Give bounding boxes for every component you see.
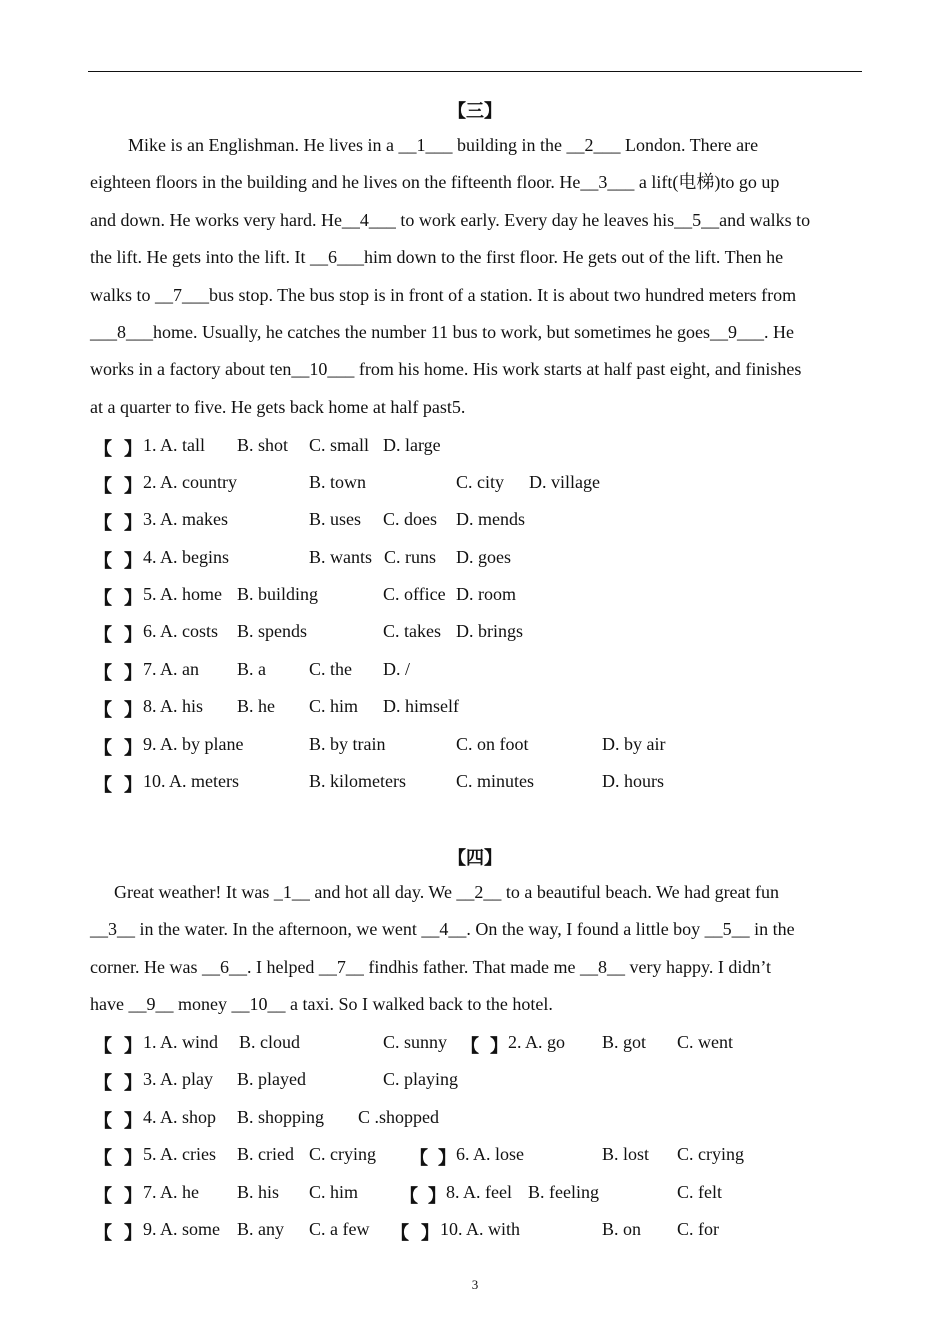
question-option-b: B. building xyxy=(237,584,319,604)
question-option-d: D. room xyxy=(456,584,516,604)
answer-bracket-open[interactable]: 【 xyxy=(94,625,112,645)
question-option-b: B. cried xyxy=(237,1144,294,1164)
question-option-a: 10. A. meters xyxy=(143,771,239,791)
answer-bracket-open[interactable]: 【 xyxy=(94,551,112,571)
question-option-c: C. office xyxy=(383,584,446,604)
answer-bracket-close: 】 xyxy=(490,1036,508,1056)
question-option-c: C. on foot xyxy=(456,734,529,754)
answer-bracket-open[interactable]: 【 xyxy=(410,1148,428,1168)
question-option-b: B. shopping xyxy=(237,1107,325,1127)
question-option-a: 2. A. country xyxy=(143,472,237,492)
answer-bracket-open[interactable]: 【 xyxy=(94,1148,112,1168)
question-option-a: 3. A. makes xyxy=(143,509,228,529)
passage-line: the lift. He gets into the lift. It __6___him down to the first floor. He gets out of the lift. Then he xyxy=(90,247,784,268)
question-option-d: D. brings xyxy=(456,621,523,641)
question-option-b: B. on xyxy=(602,1219,642,1239)
question-option-b: B. spends xyxy=(237,621,308,641)
passage-line: __3__ in the water. In the afternoon, we went __4__. On the way, I found a little boy __5__ in the xyxy=(90,919,795,940)
answer-bracket-open[interactable]: 【 xyxy=(94,513,112,533)
passage-line: Mike is an Englishman. He lives in a __1___ building in the __2___ London. There are xyxy=(128,135,759,155)
question-option-c: C. him xyxy=(309,696,359,716)
question-option-c: C. does xyxy=(383,509,437,529)
answer-bracket-close: 】 xyxy=(124,588,142,608)
question-option-c: C. felt xyxy=(677,1182,722,1202)
passage-line: Great weather! It was _1__ and hot all day. We __2__ to a beautiful beach. We had great fun xyxy=(114,882,780,902)
answer-bracket-open[interactable]: 【 xyxy=(94,1186,112,1206)
answer-bracket-open[interactable]: 【 xyxy=(400,1186,418,1206)
question-option-a: 4. A. shop xyxy=(143,1107,217,1127)
question-option-b: B. got xyxy=(602,1032,647,1052)
passage-line: ___8___home. Usually, he catches the number 11 bus to work, but sometimes he goes__9___. He xyxy=(90,322,795,343)
section-3-passage xyxy=(90,127,862,426)
answer-bracket-close: 】 xyxy=(428,1186,446,1206)
question-option-d: D. mends xyxy=(456,509,525,529)
question-option-a: 1. A. wind xyxy=(143,1032,219,1052)
answer-bracket-open[interactable]: 【 xyxy=(461,1036,479,1056)
answer-bracket-open[interactable]: 【 xyxy=(94,700,112,720)
question-option-b: B. feeling xyxy=(528,1182,599,1202)
answer-bracket-close: 】 xyxy=(124,1073,142,1093)
question-option-c: C. the xyxy=(309,659,352,679)
question-option-b: B. kilometers xyxy=(309,771,406,791)
answer-bracket-close: 】 xyxy=(124,1036,142,1056)
question-option-a: 4. A. begins xyxy=(143,547,230,567)
question-option-a: 1. A. tall xyxy=(143,435,205,455)
answer-bracket-close: 】 xyxy=(124,738,142,758)
question-option-c: C. runs xyxy=(384,547,437,567)
header-rule xyxy=(88,71,862,72)
question-option-a: 9. A. by plane xyxy=(143,734,244,754)
question-option-d: D. goes xyxy=(456,547,511,567)
passage-line: walks to __7___bus stop. The bus stop is in front of a station. It is about two hundred meters from xyxy=(90,284,797,305)
question-option-c: C .shopped xyxy=(358,1107,439,1127)
answer-bracket-close: 】 xyxy=(124,476,142,496)
answer-bracket-close: 】 xyxy=(124,439,142,459)
passage-line: have __9__ money __10__ a taxi. So I walked back to the hotel. xyxy=(90,994,553,1015)
answer-bracket-open[interactable]: 【 xyxy=(94,439,112,459)
question-option-a: 2. A. go xyxy=(508,1032,566,1052)
question-option-d: D. hours xyxy=(602,771,664,791)
passage-line: at a quarter to five. He gets back home at half past5. xyxy=(90,396,466,417)
question-option-a: 8. A. his xyxy=(143,696,204,716)
question-option-b: B. town xyxy=(309,472,367,492)
answer-bracket-close: 】 xyxy=(124,700,142,720)
question-option-c: C. for xyxy=(677,1219,719,1239)
question-option-a: 8. A. feel xyxy=(446,1182,512,1202)
answer-bracket-open[interactable]: 【 xyxy=(94,1223,112,1243)
passage-line: eighteen floors in the building and he lives on the fifteenth floor. He__3___ a lift(电梯)to go up xyxy=(90,172,780,193)
question-option-d: D. / xyxy=(383,659,410,679)
question-option-c: C. takes xyxy=(383,621,441,641)
answer-bracket-open[interactable]: 【 xyxy=(94,775,112,795)
section-3-title: 【三】 xyxy=(448,101,502,121)
question-option-d: D. large xyxy=(383,435,441,455)
question-option-b: B. a xyxy=(237,659,266,679)
question-option-b: B. uses xyxy=(309,509,362,529)
answer-bracket-open[interactable]: 【 xyxy=(391,1223,409,1243)
question-option-c: C. him xyxy=(309,1182,359,1202)
section-4-passage xyxy=(90,874,862,1024)
answer-bracket-close: 】 xyxy=(438,1148,456,1168)
question-option-c: C. small xyxy=(309,435,370,455)
question-option-b: B. shot xyxy=(237,435,289,455)
answer-bracket-open[interactable]: 【 xyxy=(94,588,112,608)
answer-bracket-close: 】 xyxy=(124,775,142,795)
answer-bracket-close: 】 xyxy=(124,625,142,645)
question-option-d: D. village xyxy=(529,472,600,492)
question-option-c: C. a few xyxy=(309,1219,370,1239)
page-number: 3 xyxy=(471,1277,479,1292)
answer-bracket-close: 】 xyxy=(124,551,142,571)
question-option-a: 6. A. costs xyxy=(143,621,219,641)
question-option-c: C. crying xyxy=(309,1144,376,1164)
question-option-a: 10. A. with xyxy=(440,1219,521,1239)
answer-bracket-close: 】 xyxy=(124,513,142,533)
question-option-a: 9. A. some xyxy=(143,1219,221,1239)
question-option-a: 3. A. play xyxy=(143,1069,213,1089)
question-option-b: B. played xyxy=(237,1069,306,1089)
answer-bracket-close: 】 xyxy=(124,1223,142,1243)
section-4-title: 【四】 xyxy=(448,848,502,868)
answer-bracket-open[interactable]: 【 xyxy=(94,738,112,758)
question-option-c: C. city xyxy=(456,472,504,492)
answer-bracket-open[interactable]: 【 xyxy=(94,476,112,496)
question-option-b: B. lost xyxy=(602,1144,650,1164)
question-option-a: 5. A. home xyxy=(143,584,222,604)
answer-bracket-open[interactable]: 【 xyxy=(94,1073,112,1093)
question-option-b: B. by train xyxy=(309,734,386,754)
answer-bracket-close: 】 xyxy=(124,1111,142,1131)
question-option-d: D. by air xyxy=(602,734,666,754)
question-option-a: 6. A. lose xyxy=(456,1144,525,1164)
question-option-c: C. crying xyxy=(677,1144,744,1164)
passage-line: works in a factory about ten__10___ from his home. His work starts at half past eight, and finishes xyxy=(90,359,802,380)
question-option-a: 7. A. he xyxy=(143,1182,199,1202)
passage-line: and down. He works very hard. He__4___ to work early. Every day he leaves his__5__and walks to xyxy=(90,209,811,230)
question-option-b: B. cloud xyxy=(239,1032,300,1052)
question-option-b: B. his xyxy=(237,1182,280,1202)
question-option-c: C. minutes xyxy=(456,771,535,791)
answer-bracket-close: 】 xyxy=(124,1148,142,1168)
question-option-b: B. wants xyxy=(309,547,372,567)
answer-bracket-open[interactable]: 【 xyxy=(94,1111,112,1131)
question-option-a: 5. A. cries xyxy=(143,1144,216,1164)
answer-bracket-close: 】 xyxy=(124,663,142,683)
question-option-a: 7. A. an xyxy=(143,659,199,679)
answer-bracket-open[interactable]: 【 xyxy=(94,663,112,683)
answer-bracket-close: 】 xyxy=(421,1223,439,1243)
answer-bracket-close: 】 xyxy=(124,1186,142,1206)
answer-bracket-open[interactable]: 【 xyxy=(94,1036,112,1056)
question-option-c: C. playing xyxy=(383,1069,458,1089)
passage-line: corner. He was __6__. I helped __7__ findhis father. That made me __8__ very happy. I didn’t xyxy=(90,956,772,977)
question-option-d: D. himself xyxy=(383,696,459,716)
question-option-c: C. sunny xyxy=(383,1032,448,1052)
question-option-b: B. he xyxy=(237,696,275,716)
question-option-b: B. any xyxy=(237,1219,284,1239)
question-option-c: C. went xyxy=(677,1032,733,1052)
